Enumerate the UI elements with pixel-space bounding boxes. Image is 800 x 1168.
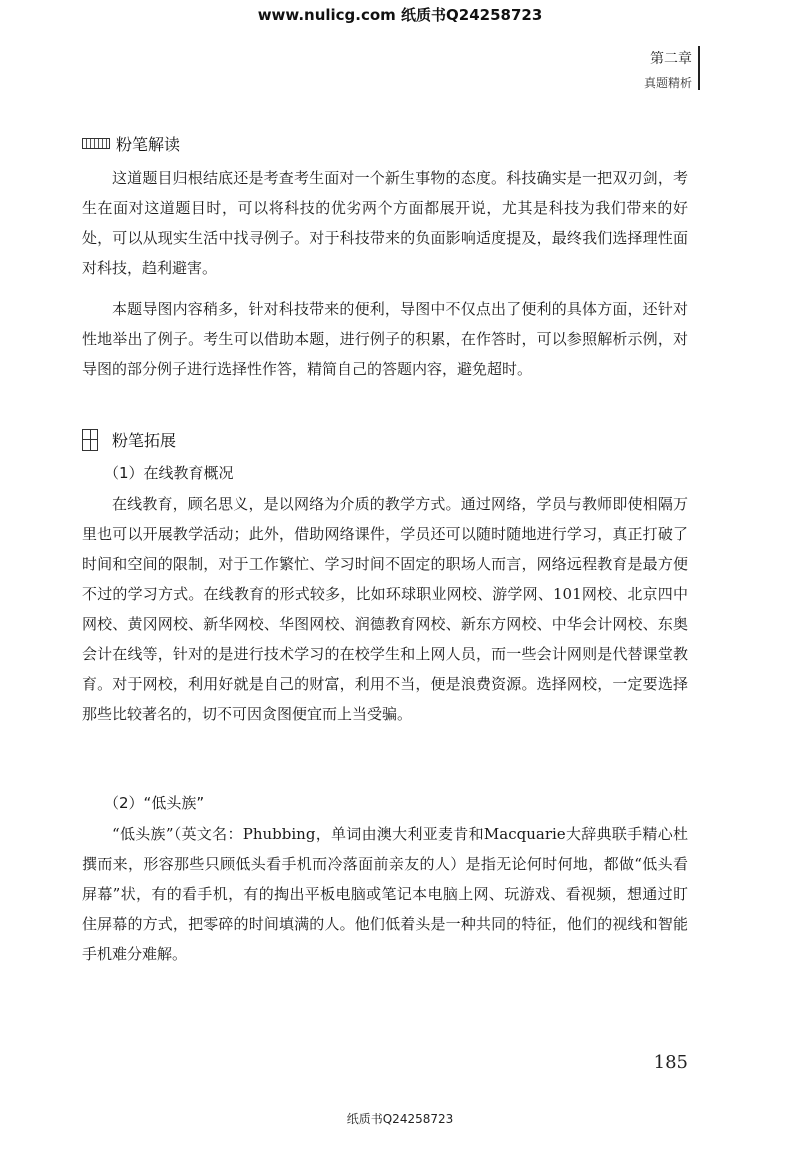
page-number: 185	[653, 1052, 688, 1073]
interpretation-paragraph-2: 本题导图内容稍多，针对科技带来的便利，导图中不仅点出了便利的具体方面，还针对性地举出了例子。考生可以借助本题，进行例子的积累，在作答时，可以参照解析示例，对导图的部分例子进行选择性作答，精简自己的答题内容，避免超时。	[82, 300, 688, 378]
interpretation-paragraph-1: 这道题目归根结底还是考查考生面对一个新生事物的态度。科技确实是一把双刃剑，考生在面对这道题目时，可以将科技的优劣两个方面都展开说，尤其是科技为我们带来的好处，可以从现实生活中找寻例子。对于科技带来的负面影响适度提及，最终我们选择理性面对科技，趋利避害。	[82, 169, 688, 277]
subheading-online-education: （1）在线教育概况	[104, 464, 234, 482]
chapter-header	[644, 48, 692, 91]
chapter-divider	[698, 46, 700, 90]
chapter-name: 真题精析	[643, 76, 692, 90]
section-heading-interpretation	[82, 132, 180, 155]
phubbing-paragraph: “低头族”（英文名：Phubbing，单词由澳大利亚麦肯和Macquarie大辞典联手精心杜撰而来，形容那些只顾低头看手机而冷落面前亲友的人）是指无论何时何地，都做“低头看屏幕”状，有的看手机，有的掏出平板电脑或笔记本电脑上网、玩游戏、看视频，想通过盯住屏幕的方式，把零碎的时间填满的人。他们低着头是一种共同的特征，他们的视线和智能手机难分难解。	[82, 825, 688, 963]
chapter-number: 第二章	[650, 51, 692, 67]
section-flag-icon	[82, 138, 110, 149]
online-education-paragraph: 在线教育，顾名思义，是以网络为介质的教学方式。通过网络，学员与教师即使相隔万里也可以开展教学活动；此外，借助网络课件，学员还可以随时随地进行学习，真正打破了时间和空间的限制，对于工作繁忙、学习时间不固定的职场人而言，网络远程教育是最方便不过的学习方式。在线教育的形式较多，比如环球职业网校、游学网、101网校、北京四中网校、黄冈网校、新华网校、华图网校、润德教育网校、新东方网校、中华会计网校、东奥会计在线等，针对的是进行技术学习的在校学生和上网人员，而一些会计网则是代替课堂教育。对于网校，利用好就是自己的财富，利用不当，便是浪费资源。选择网校，一定要选择那些比较著名的，切不可因贪图便宜而上当受骗。	[82, 495, 688, 723]
subheading-phubbing: （2）“低头族”	[104, 794, 205, 812]
section-title: 粉笔解读	[116, 135, 181, 154]
bottom-watermark: 纸质书Q24258723	[346, 1112, 454, 1126]
section-heading-extension	[82, 428, 176, 451]
section-title: 粉笔拓展	[112, 431, 177, 450]
top-watermark: www.nulicg.com 纸质书Q24258723	[257, 6, 543, 24]
section-grid-icon	[82, 429, 98, 451]
